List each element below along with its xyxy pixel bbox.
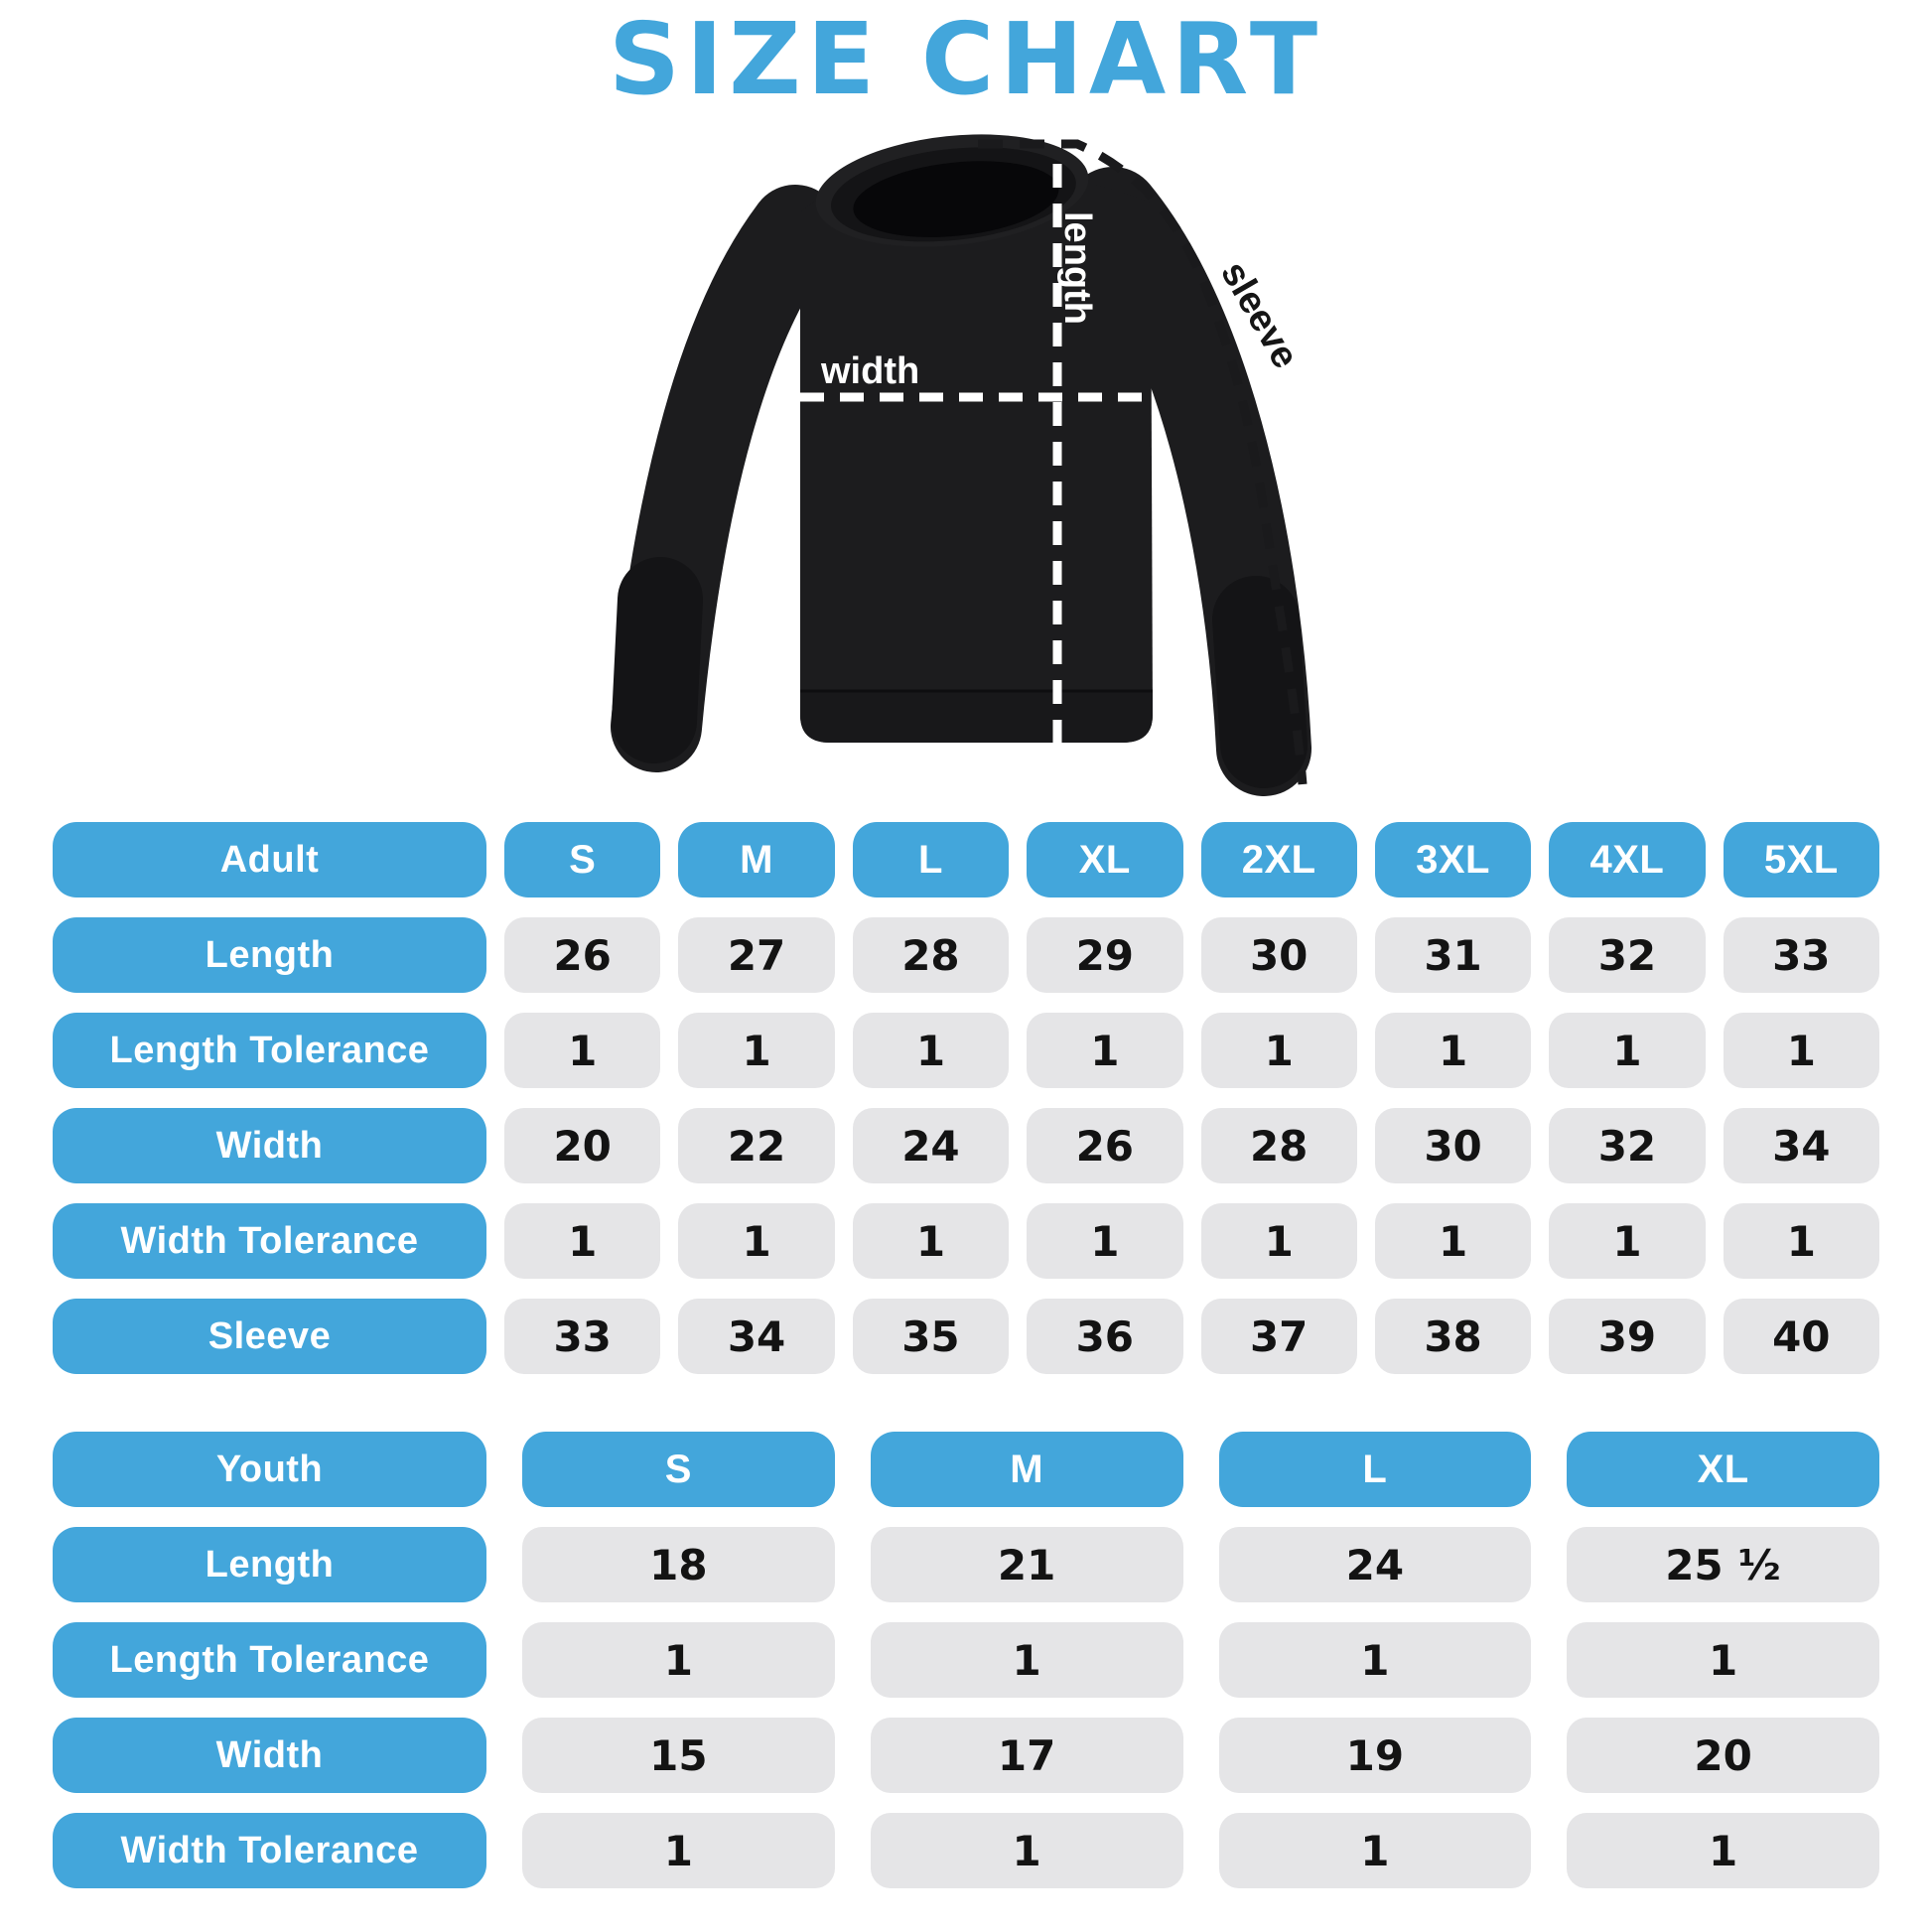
size-value-cell: 33 [1724, 917, 1879, 993]
size-value-cell: 1 [853, 1013, 1009, 1088]
size-value-cell: 24 [1219, 1527, 1532, 1602]
column-header: S [504, 822, 660, 897]
size-value-cell: 1 [1567, 1622, 1879, 1698]
size-value-cell: 1 [1027, 1013, 1182, 1088]
youth-size-table [53, 1432, 1879, 1888]
size-value-cell: 34 [1724, 1108, 1879, 1183]
size-value-cell: 28 [853, 917, 1009, 993]
column-header: 5XL [1724, 822, 1879, 897]
row-label: Width Tolerance [53, 1813, 486, 1888]
size-value-cell: 20 [504, 1108, 660, 1183]
width-measure-label: width [821, 350, 920, 392]
column-header: S [522, 1432, 835, 1507]
column-header: XL [1027, 822, 1182, 897]
size-value-cell: 25 ¹⁄₂ [1567, 1527, 1879, 1602]
size-value-cell: 28 [1201, 1108, 1357, 1183]
row-label: Width [53, 1108, 486, 1183]
column-header: 2XL [1201, 822, 1357, 897]
size-value-cell: 26 [1027, 1108, 1182, 1183]
row-label: Width [53, 1718, 486, 1793]
adult-size-table [53, 822, 1879, 1374]
size-value-cell: 1 [853, 1203, 1009, 1279]
table-title: Youth [53, 1432, 486, 1507]
size-value-cell: 1 [1549, 1203, 1705, 1279]
size-value-cell: 30 [1375, 1108, 1531, 1183]
column-header: M [871, 1432, 1183, 1507]
size-value-cell: 38 [1375, 1299, 1531, 1374]
size-value-cell: 17 [871, 1718, 1183, 1793]
size-value-cell: 1 [678, 1203, 834, 1279]
page-title: SIZE CHART [608, 1, 1324, 117]
size-value-cell: 34 [678, 1299, 834, 1374]
sweatshirt-diagram [557, 103, 1375, 808]
size-value-cell: 1 [1219, 1622, 1532, 1698]
size-value-cell: 32 [1549, 1108, 1705, 1183]
size-value-cell: 20 [1567, 1718, 1879, 1793]
size-value-cell: 1 [1027, 1203, 1182, 1279]
size-value-cell: 1 [1567, 1813, 1879, 1888]
size-value-cell: 30 [1201, 917, 1357, 993]
column-header: L [853, 822, 1009, 897]
size-value-cell: 1 [1201, 1203, 1357, 1279]
size-value-cell: 37 [1201, 1299, 1357, 1374]
size-value-cell: 1 [1219, 1813, 1532, 1888]
size-value-cell: 1 [871, 1622, 1183, 1698]
size-value-cell: 1 [871, 1813, 1183, 1888]
column-header: L [1219, 1432, 1532, 1507]
size-value-cell: 1 [504, 1203, 660, 1279]
row-label: Length Tolerance [53, 1622, 486, 1698]
size-value-cell: 1 [1724, 1013, 1879, 1088]
size-value-cell: 1 [1201, 1013, 1357, 1088]
size-tables [53, 822, 1879, 1888]
size-value-cell: 22 [678, 1108, 834, 1183]
size-value-cell: 1 [522, 1622, 835, 1698]
length-measure-label: length [1056, 211, 1098, 325]
table-title: Adult [53, 822, 486, 897]
size-value-cell: 18 [522, 1527, 835, 1602]
size-value-cell: 27 [678, 917, 834, 993]
size-value-cell: 35 [853, 1299, 1009, 1374]
size-value-cell: 31 [1375, 917, 1531, 993]
size-value-cell: 1 [1375, 1013, 1531, 1088]
size-value-cell: 1 [1375, 1203, 1531, 1279]
size-value-cell: 36 [1027, 1299, 1182, 1374]
size-value-cell: 1 [1549, 1013, 1705, 1088]
left-cuff [654, 600, 660, 721]
size-value-cell: 24 [853, 1108, 1009, 1183]
size-value-cell: 1 [1724, 1203, 1879, 1279]
size-value-cell: 1 [522, 1813, 835, 1888]
column-header: 4XL [1549, 822, 1705, 897]
column-header: M [678, 822, 834, 897]
row-label: Width Tolerance [53, 1203, 486, 1279]
right-cuff [1256, 620, 1264, 745]
size-value-cell: 19 [1219, 1718, 1532, 1793]
size-value-cell: 21 [871, 1527, 1183, 1602]
size-value-cell: 40 [1724, 1299, 1879, 1374]
row-label: Length [53, 1527, 486, 1602]
waistband [800, 691, 1153, 743]
row-label: Length Tolerance [53, 1013, 486, 1088]
row-label: Sleeve [53, 1299, 486, 1374]
size-value-cell: 33 [504, 1299, 660, 1374]
column-header: 3XL [1375, 822, 1531, 897]
size-value-cell: 15 [522, 1718, 835, 1793]
sweatshirt-illustration [557, 103, 1375, 808]
sweatshirt-body [800, 170, 1153, 743]
size-value-cell: 26 [504, 917, 660, 993]
sleeve-measure-label: sleeve [1212, 254, 1307, 376]
row-label: Length [53, 917, 486, 993]
column-header: XL [1567, 1432, 1879, 1507]
size-value-cell: 32 [1549, 917, 1705, 993]
size-value-cell: 1 [504, 1013, 660, 1088]
size-value-cell: 29 [1027, 917, 1182, 993]
size-value-cell: 1 [678, 1013, 834, 1088]
size-value-cell: 39 [1549, 1299, 1705, 1374]
